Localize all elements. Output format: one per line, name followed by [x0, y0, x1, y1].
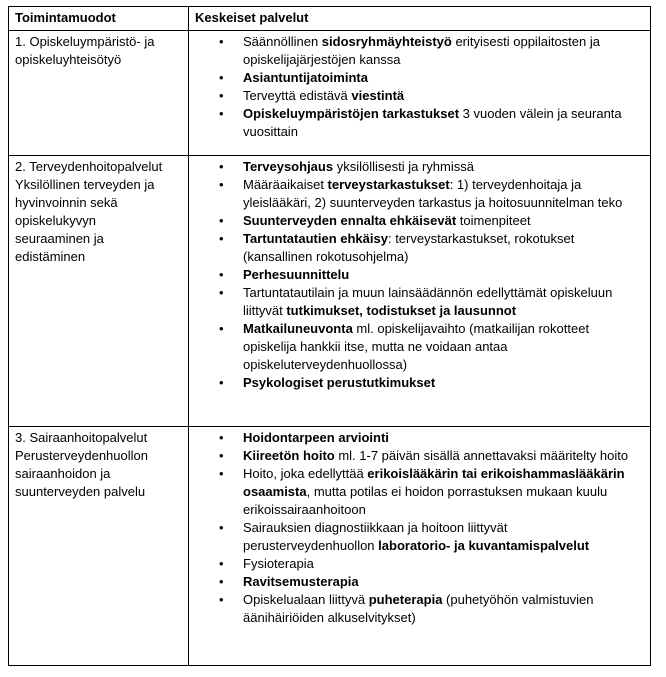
bold-text: Hoidontarpeen arviointi: [243, 430, 389, 445]
list-item: [189, 555, 640, 573]
bold-text: Tartuntatautien ehkäisy: [243, 231, 388, 246]
text: ml. opiskelijavaihto (matkailijan rokotteet opiskelija hankkii itse, mutta ne voidaan antaa opiskeluterveydenhuollossa): [243, 321, 590, 372]
text: Määräaikaiset: [243, 177, 328, 192]
left-line: 1. Opiskeluympäristö- ja: [15, 34, 155, 49]
left-line: Yksilöllinen terveyden ja: [15, 177, 155, 192]
list-item: [189, 320, 640, 374]
bold-text: terveystarkastukset: [327, 177, 450, 192]
list-item: [189, 519, 640, 555]
bold-text: tutkimukset, todistukset ja lausunnot: [286, 303, 517, 318]
header-toimintamuodot: Toimintamuodot: [9, 7, 189, 31]
bold-text: Suunterveyden ennalta ehkäisevät: [243, 213, 457, 228]
bold-text: sidosryhmäyhteistyö: [321, 34, 452, 49]
text: : 1) terveydenhoitaja ja yleislääkäri, 2) suunterveyden tarkastus ja hoitosuunnitelman teko: [243, 177, 623, 210]
service-list: [189, 33, 640, 141]
list-item: [189, 266, 640, 284]
left-line: 2. Terveydenhoitopalvelut: [15, 159, 163, 174]
text: Sairauksien diagnostiikkaan ja hoitoon liittyvät perusterveydenhuollon: [243, 520, 508, 553]
left-line: sairaanhoidon ja: [15, 466, 111, 481]
bold-text: Ravitsemusterapia: [243, 574, 359, 589]
list-item: [189, 573, 640, 591]
row-3-right: [189, 427, 651, 666]
text: erityisesti oppilaitosten ja opiskelijajärjestöjen kanssa: [243, 34, 600, 67]
left-line: 3. Sairaanhoitopalvelut: [15, 430, 148, 445]
left-line: suunterveyden palvelu: [15, 484, 146, 499]
row-2-right: [189, 156, 651, 427]
text: toimenpiteet: [456, 213, 531, 228]
text: Säännöllinen: [243, 34, 322, 49]
list-item: [189, 69, 640, 87]
service-list: [189, 429, 640, 627]
list-item: [189, 87, 640, 105]
bold-text: Opiskeluympäristöjen tarkastukset: [243, 106, 460, 121]
list-item: [189, 158, 640, 176]
list-item: [189, 176, 640, 212]
row-2-left: [9, 156, 189, 427]
left-line: opiskeluyhteisötyö: [15, 52, 122, 67]
text: Tartuntatautilain ja muun lainsäädännön edellyttämät opiskeluun liittyvät: [243, 285, 613, 318]
left-line: edistäminen: [15, 249, 86, 264]
text: ml. 1-7 päivän sisällä annettavaksi määritelty hoito: [334, 448, 629, 463]
list-item: [189, 33, 640, 69]
table-row: [9, 31, 651, 156]
bold-text: Matkailuneuvonta: [243, 321, 353, 336]
left-line: seuraaminen ja: [15, 231, 104, 246]
bold-text: laboratorio- ja kuvantamispalvelut: [378, 538, 590, 553]
text: 3 vuoden välein ja seuranta vuosittain: [243, 106, 622, 139]
list-item: [189, 447, 640, 465]
row-3-left: [9, 427, 189, 666]
header-keskeiset-palvelut: Keskeiset palvelut: [189, 7, 651, 31]
left-line: Perusterveydenhuollon: [15, 448, 148, 463]
list-item: [189, 212, 640, 230]
bold-text: Terveysohjaus: [243, 159, 334, 174]
text: Fysioterapia: [243, 556, 314, 571]
bold-text: Asiantuntijatoiminta: [243, 70, 368, 85]
bold-text: puheterapia: [368, 592, 443, 607]
list-item: [189, 105, 640, 141]
service-list: [189, 158, 640, 392]
text: Hoito, joka edellyttää: [243, 466, 368, 481]
text: , mutta potilas ei hoidon porrastuksen mukaan kuulu erikoissairaanhoitoon: [243, 484, 608, 517]
list-item: [189, 374, 640, 392]
list-item: [189, 230, 640, 266]
bold-text: Perhesuunnittelu: [243, 267, 350, 282]
text: Terveyttä edistävä: [243, 88, 352, 103]
text: (puhetyöhön valmistuvien äänihäiriöiden alkuselvitykset): [243, 592, 594, 625]
header-row: [9, 7, 651, 31]
list-item: [189, 429, 640, 447]
text: Opiskelualaan liittyvä: [243, 592, 369, 607]
bold-text: Kiireetön hoito: [243, 448, 335, 463]
list-item: [189, 591, 640, 627]
bold-text: viestintä: [351, 88, 405, 103]
list-item: [189, 284, 640, 320]
text: : terveystarkastukset, rokotukset (kansallinen rokotusohjelma): [243, 231, 575, 264]
bold-text: erikoislääkärin tai erikoishammaslääkärin osaamista: [243, 466, 625, 499]
bold-text: Psykologiset perustutkimukset: [243, 375, 436, 390]
left-line: hyvinvoinnin sekä: [15, 195, 118, 210]
table-row: [9, 427, 651, 666]
services-table: [8, 6, 651, 666]
row-1-left: [9, 31, 189, 156]
text: yksilöllisesti ja ryhmissä: [333, 159, 474, 174]
table-row: [9, 156, 651, 427]
row-1-right: [189, 31, 651, 156]
left-line: opiskelukyvyn: [15, 213, 96, 228]
list-item: [189, 465, 640, 519]
